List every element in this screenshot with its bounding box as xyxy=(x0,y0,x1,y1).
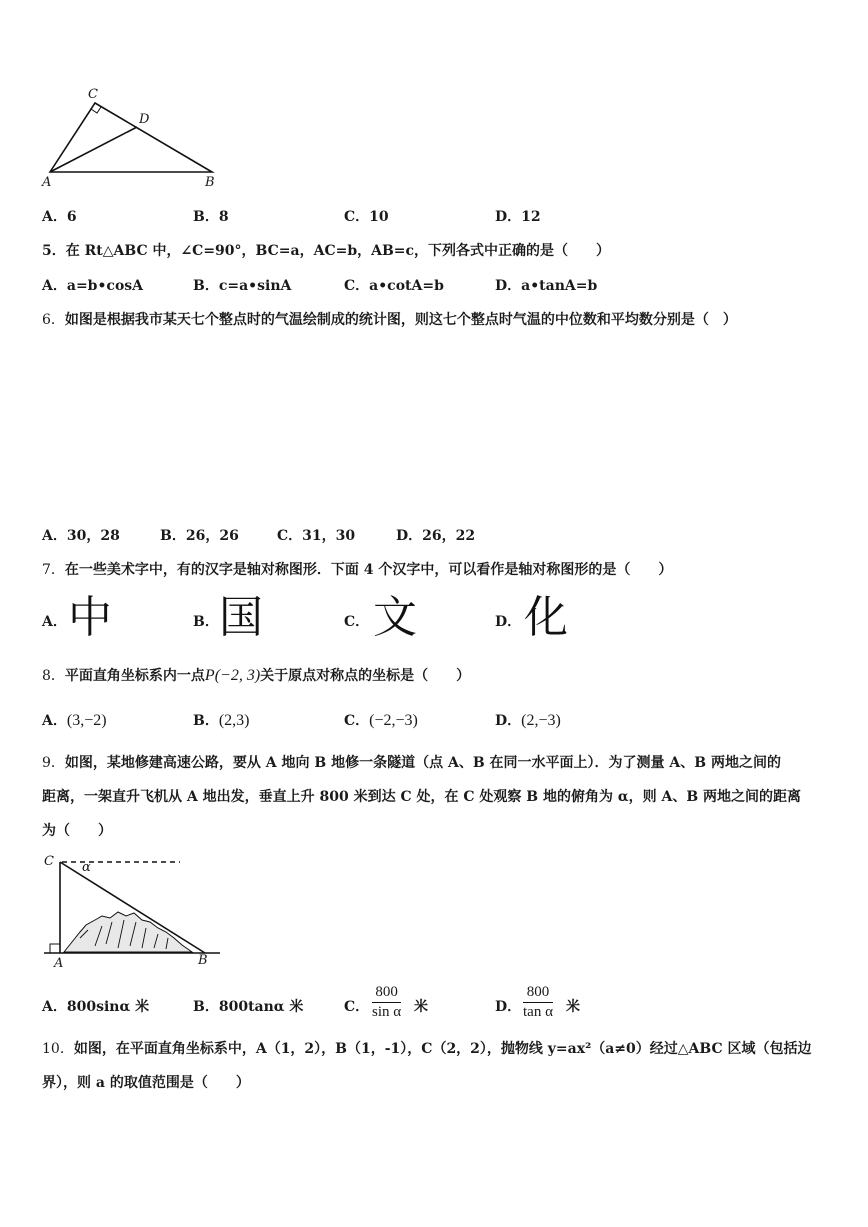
fig1-label-d: D xyxy=(139,112,150,127)
helicopter-figure xyxy=(40,850,230,965)
q5-text: 5．在 Rt△ABC 中，∠C=90°，BC=a，AC=b，AB=c，下列各式中正确的是（ ） xyxy=(42,243,611,259)
q5-option-b[interactable]: B．c=a•sinA xyxy=(193,278,292,294)
q9-line-3: 为（ ） xyxy=(42,823,112,839)
q6-option-c[interactable]: C．31，30 xyxy=(277,528,356,544)
q9-option-d-unit: 米 xyxy=(566,999,580,1015)
q8-option-d[interactable]: D．(2,−3) xyxy=(495,712,561,729)
q6-text: 6．如图是根据我市某天七个整点时的气温绘制成的统计图，则这七个整点时气温的中位数和平均数分别是（ ） xyxy=(42,312,737,328)
q6-option-b[interactable]: B．26，26 xyxy=(160,528,239,544)
q8-text: 8．平面直角坐标系内一点P(−2, 3)关于原点对称点的坐标是（ ） xyxy=(42,667,471,684)
q6-option-d[interactable]: D．26，22 xyxy=(396,528,476,544)
q8-point: P(−2, 3) xyxy=(204,667,261,684)
q5-option-c[interactable]: C．a•cotA=b xyxy=(344,278,444,294)
q7-option-d-letter[interactable]: D． xyxy=(495,614,522,630)
q10-line-2: 界），则 a 的取值范围是（ ） xyxy=(42,1075,250,1091)
q4-option-c[interactable]: C．10 xyxy=(344,209,389,225)
q7-glyph-guo[interactable]: 国 xyxy=(219,592,263,643)
q7-option-a-letter[interactable]: A． xyxy=(42,614,67,630)
q9-option-c-letter[interactable]: C． xyxy=(344,999,370,1015)
fig2-label-alpha: α xyxy=(82,860,91,875)
q9-option-c-unit: 米 xyxy=(414,999,428,1015)
q7-option-b-letter[interactable]: B． xyxy=(193,614,219,630)
q8-option-a[interactable]: A．(3,−2) xyxy=(42,712,107,729)
q9-line-1: 9．如图，某地修建高速公路，要从 A 地向 B 地修一条隧道（点 A、B 在同一水平面上）．为了测量 A、B 两地之间的 xyxy=(42,755,781,771)
fig2-label-a: A xyxy=(54,956,64,971)
q5-option-a[interactable]: A．a=b•cosA xyxy=(42,278,144,294)
q4-option-d[interactable]: D．12 xyxy=(495,209,541,225)
q9-option-d-letter[interactable]: D． xyxy=(495,999,522,1015)
q7-option-c-letter[interactable]: C． xyxy=(344,614,370,630)
q7-glyph-wen[interactable]: 文 xyxy=(373,592,417,643)
q4-option-b[interactable]: B．8 xyxy=(193,209,229,225)
q9-option-a[interactable]: A．800sinα 米 xyxy=(42,999,150,1015)
q9-option-c-fraction: $\frac{800}{\text{sin α}}$ xyxy=(372,984,402,1020)
q8-option-c[interactable]: C．(−2,−3) xyxy=(344,712,418,729)
q7-glyph-hua[interactable]: 化 xyxy=(524,592,568,643)
fig2-label-b: B xyxy=(198,953,208,968)
q7-text: 7．在一些美术字中，有的汉字是轴对称图形．下面 4 个汉字中，可以看作是轴对称图形的是（ ） xyxy=(42,562,673,578)
q8-option-b[interactable]: B．(2,3) xyxy=(193,712,250,729)
q9-line-2: 距离，一架直升飞机从 A 地出发，垂直上升 800 米到达 C 处，在 C 处观察 B 地的俯角为 α，则 A、B 两地之间的距离 xyxy=(42,789,802,805)
q5-option-d[interactable]: D．a•tanA=b xyxy=(495,278,598,294)
fig1-label-a: A xyxy=(42,175,52,190)
q9-option-d-fraction: $\frac{800}{\text{tan α}}$ xyxy=(523,984,553,1020)
q6-option-a[interactable]: A．30，28 xyxy=(42,528,120,544)
fig1-label-c: C xyxy=(88,87,98,102)
q10-line-1: 10．如图，在平面直角坐标系中，A（1，2），B（1，-1），C（2，2），抛物线 y=ax²（a≠0）经过△ABC 区域（包括边 xyxy=(42,1041,812,1057)
q9-option-b[interactable]: B．800tanα 米 xyxy=(193,999,304,1015)
fig1-label-b: B xyxy=(205,175,215,190)
triangle-figure xyxy=(40,85,230,195)
q4-option-a[interactable]: A．6 xyxy=(42,209,77,225)
fig2-label-c: C xyxy=(44,854,54,869)
q7-glyph-zhong[interactable]: 中 xyxy=(68,592,112,643)
